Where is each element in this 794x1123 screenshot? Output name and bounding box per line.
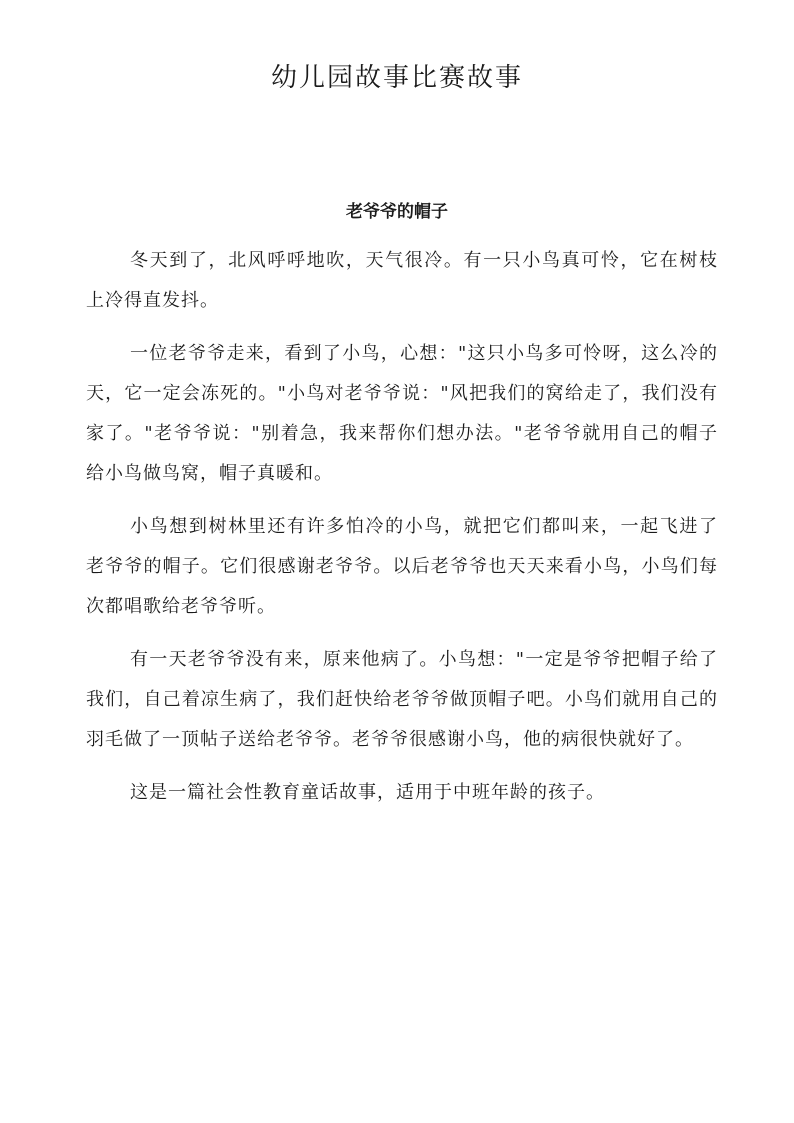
paragraph: 冬天到了，北风呼呼地吹，天气很冷。有一只小鸟真可怜，它在树枝上冷得直发抖。 — [86, 250, 718, 311]
story-title: 老爷爷的帽子 — [346, 202, 448, 222]
paragraph: 一位老爷爷走来，看到了小鸟，心想："这只小鸟多可怜呀，这么冷的天，它一定会冻死的。"小鸟对老爷爷说："风把我们的窝给走了，我们没有家了。"老爷爷说："别着急，我来帮你们想办法。"老爷爷就用自己的帽子给小鸟做鸟窝，帽子真暖和。 — [86, 343, 718, 484]
document-title: 幼儿园故事比赛故事 — [270, 63, 523, 93]
story-body — [86, 241, 718, 826]
paragraph: 这是一篇社会性教育童话故事，适用于中班年龄的孩子。 — [130, 782, 605, 803]
paragraph: 有一天老爷爷没有来，原来他病了。小鸟想："一定是爷爷把帽子给了我们，自己着凉生病了，我们赶快给老爷爷做顶帽子吧。小鸟们就用自己的羽毛做了一顶帖子送给老爷爷。老爷爷很感谢小鸟，他的病很快就好了。 — [86, 649, 718, 750]
paragraph: 小鸟想到树林里还有许多怕冷的小鸟，就把它们都叫来，一起飞进了老爷爷的帽子。它们很感谢老爷爷。以后老爷爷也天天来看小鸟，小鸟们每次都唱歌给老爷爷听。 — [86, 516, 718, 617]
